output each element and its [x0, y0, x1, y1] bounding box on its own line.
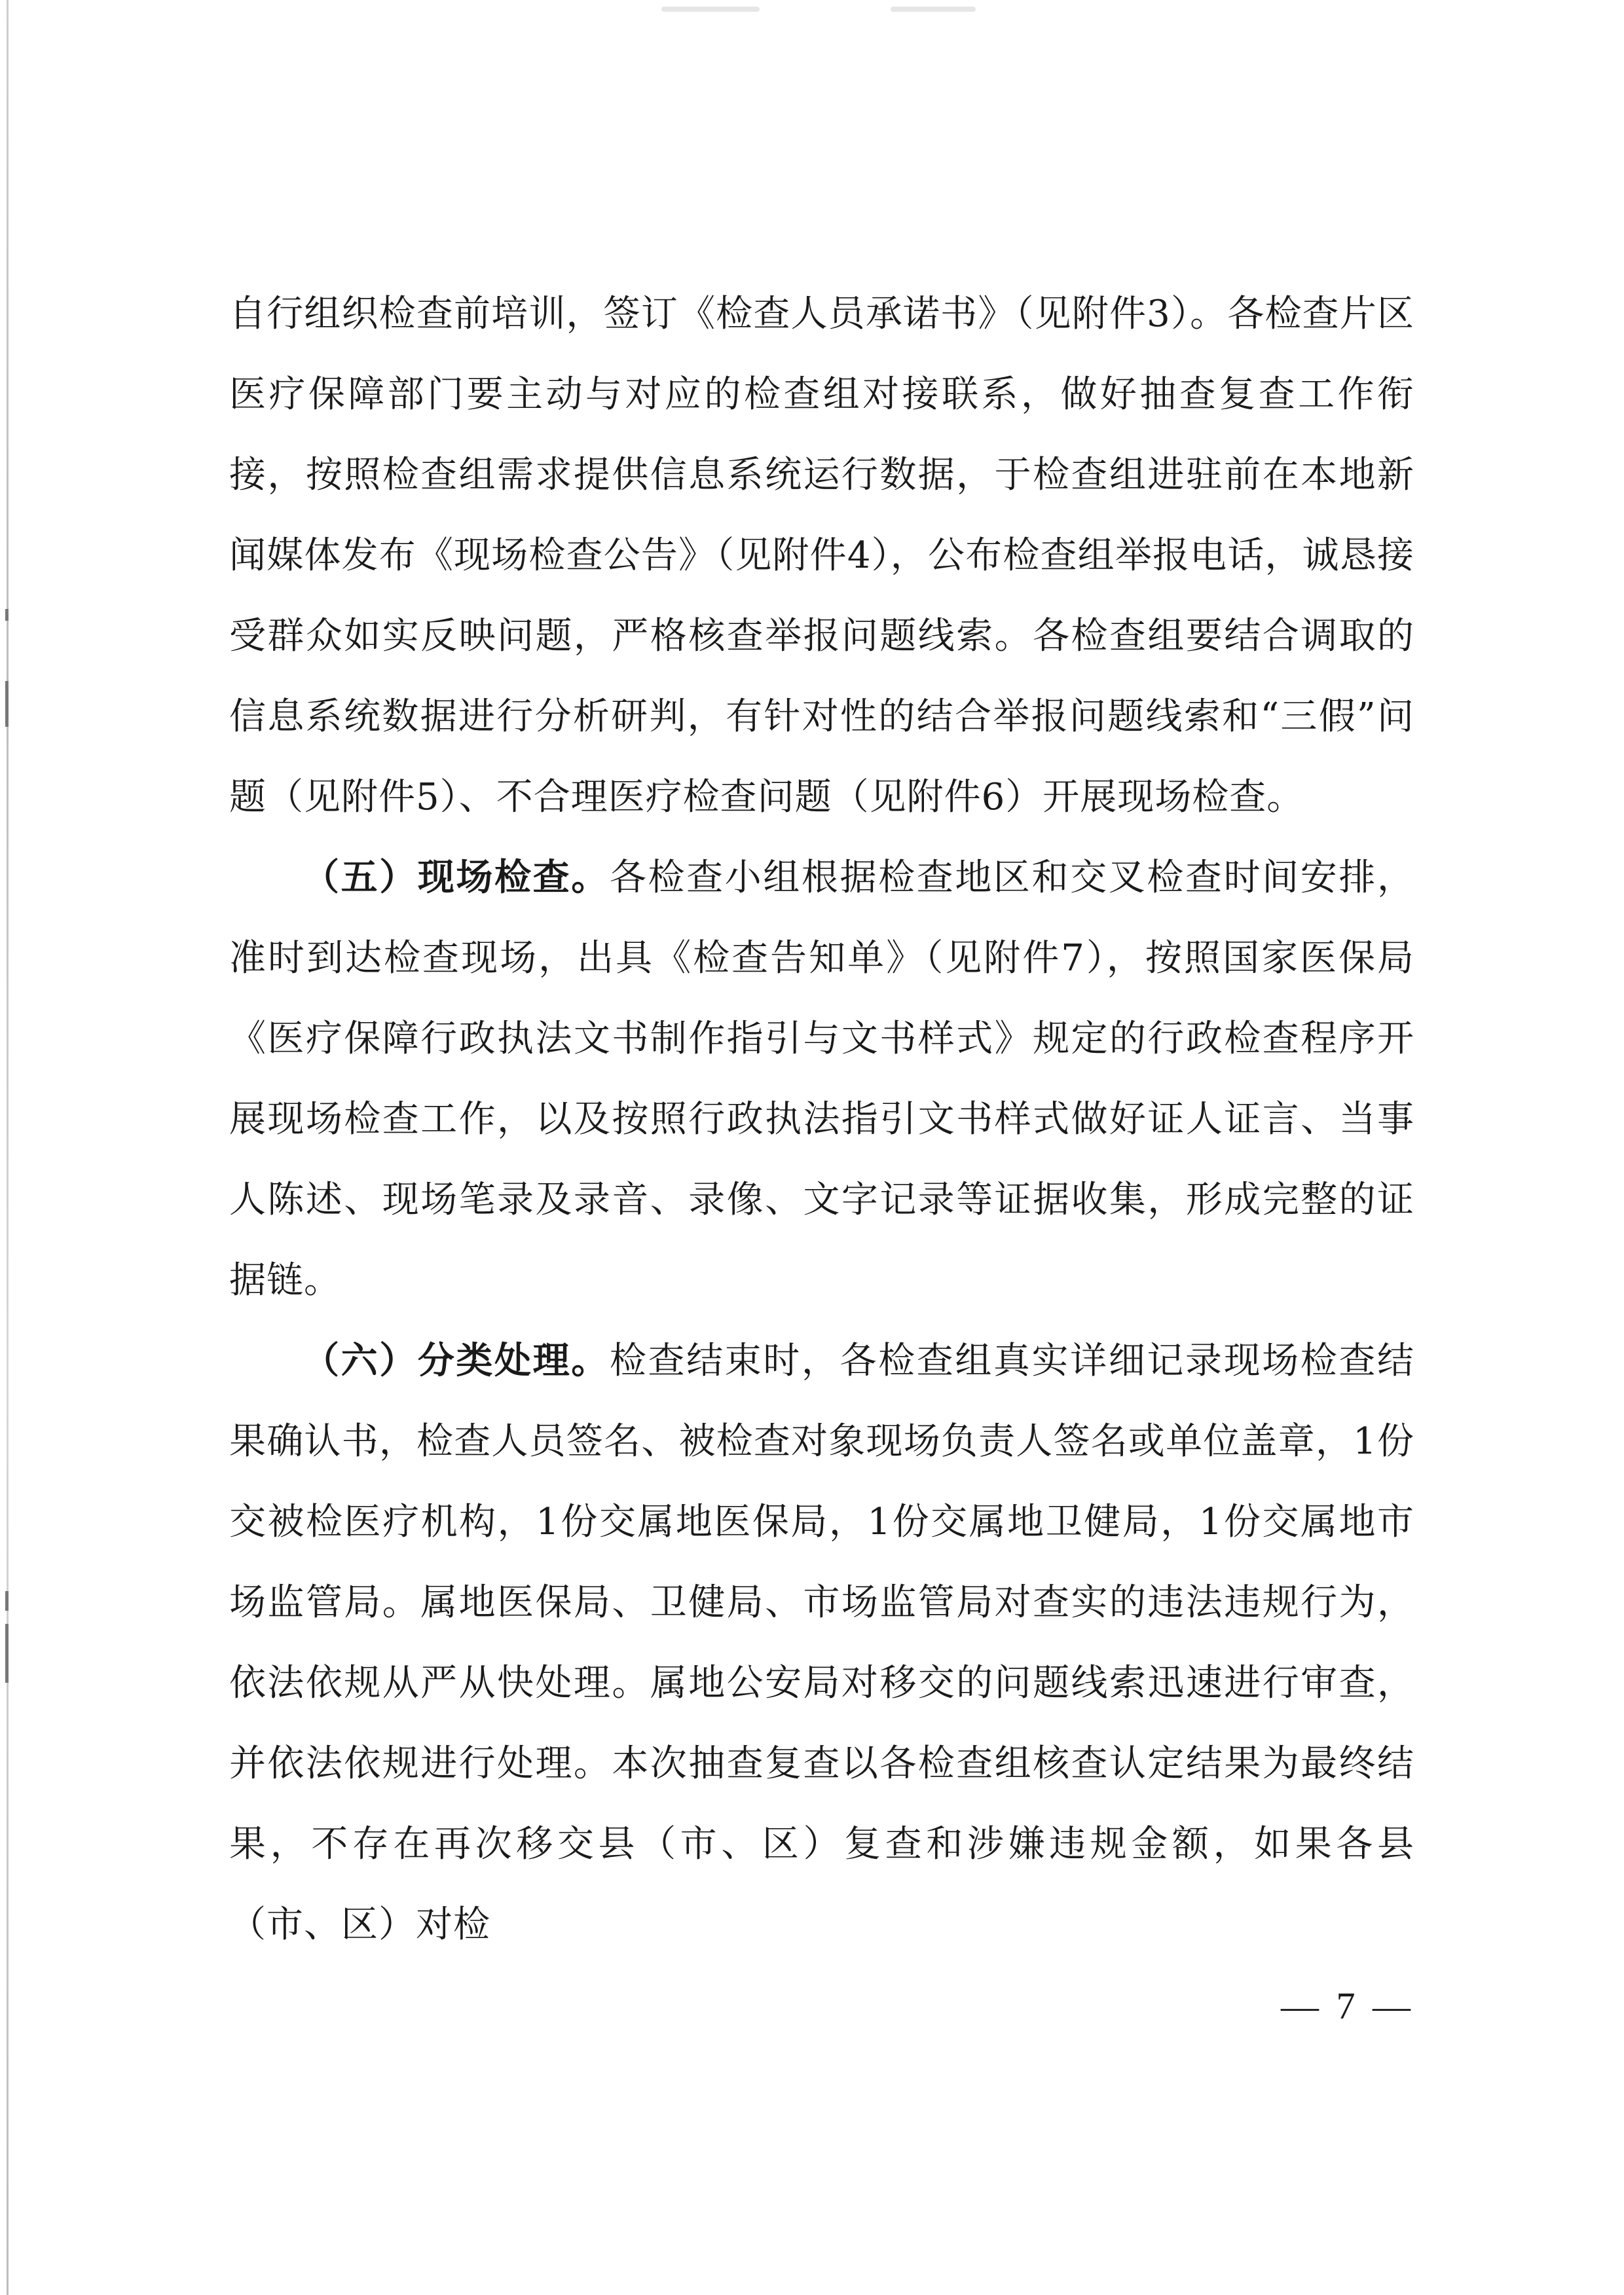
scan-mark [5, 1624, 9, 1683]
section-six-paragraph [229, 1321, 1414, 1965]
section-five-heading: （五）现场检查。 [303, 856, 610, 899]
section-five-paragraph [229, 837, 1414, 1321]
section-six-heading: （六）分类处理。 [303, 1340, 610, 1382]
paragraph-text: 自行组织检查前培训，签订《检查人员承诺书》（见附件3）。各检查片区医疗保障部门要主动与对应的检查组对接联系，做好抽查复查工作衔接，按照检查组需求提供信息系统运行数据，于检查组进驻前在本地新闻媒体发布《现场检查公告》（见附件4），公布检查组举报电话，诚恳接受群众如实反映问题，严格核查举报问题线索。各检查组要结合调取的信息系统数据进行分析研判，有针对性的结合举报问题线索和“三假”问题（见附件5）、不合理医疗检查问题（见附件6）开展现场检查。 [229, 293, 1414, 818]
paragraph-text: 检查结束时，各检查组真实详细记录现场检查结果确认书，检查人员签名、被检查对象现场负责人签名或单位盖章，1份交被检医疗机构，1份交属地医保局，1份交属地卫健局，1份交属地市场监管局。属地医保局、卫健局、市场监管局对查实的违法违规行为，依法依规从严从快处理。属地公安局对移交的问题线索迅速进行审查，并依法依规进行处理。本次抽查复查以各检查组核查认定结果为最终结果，不存在再次移交县（市、区）复查和涉嫌违规金额，如果各县（市、区）对检 [229, 1340, 1415, 1946]
page-number: — 7 — [1281, 1985, 1414, 2027]
scan-edge-line [7, 0, 9, 2295]
paragraph-continuation [229, 274, 1414, 837]
scan-mark [5, 681, 9, 727]
scan-smudge [891, 7, 976, 12]
document-body [229, 274, 1414, 1965]
scan-mark [5, 609, 9, 621]
scan-smudge [661, 7, 760, 12]
scan-mark [5, 1591, 9, 1611]
paragraph-text: 各检查小组根据检查地区和交叉检查时间安排，准时到达检查现场，出具《检查告知单》（见附件7），按照国家医保局《医疗保障行政执法文书制作指引与文书样式》规定的行政检查程序开展现场检查工作，以及按照行政执法指引文书样式做好证人证言、当事人陈述、现场笔录及录音、录像、文字记录等证据收集，形成完整的证据链。 [229, 856, 1415, 1302]
